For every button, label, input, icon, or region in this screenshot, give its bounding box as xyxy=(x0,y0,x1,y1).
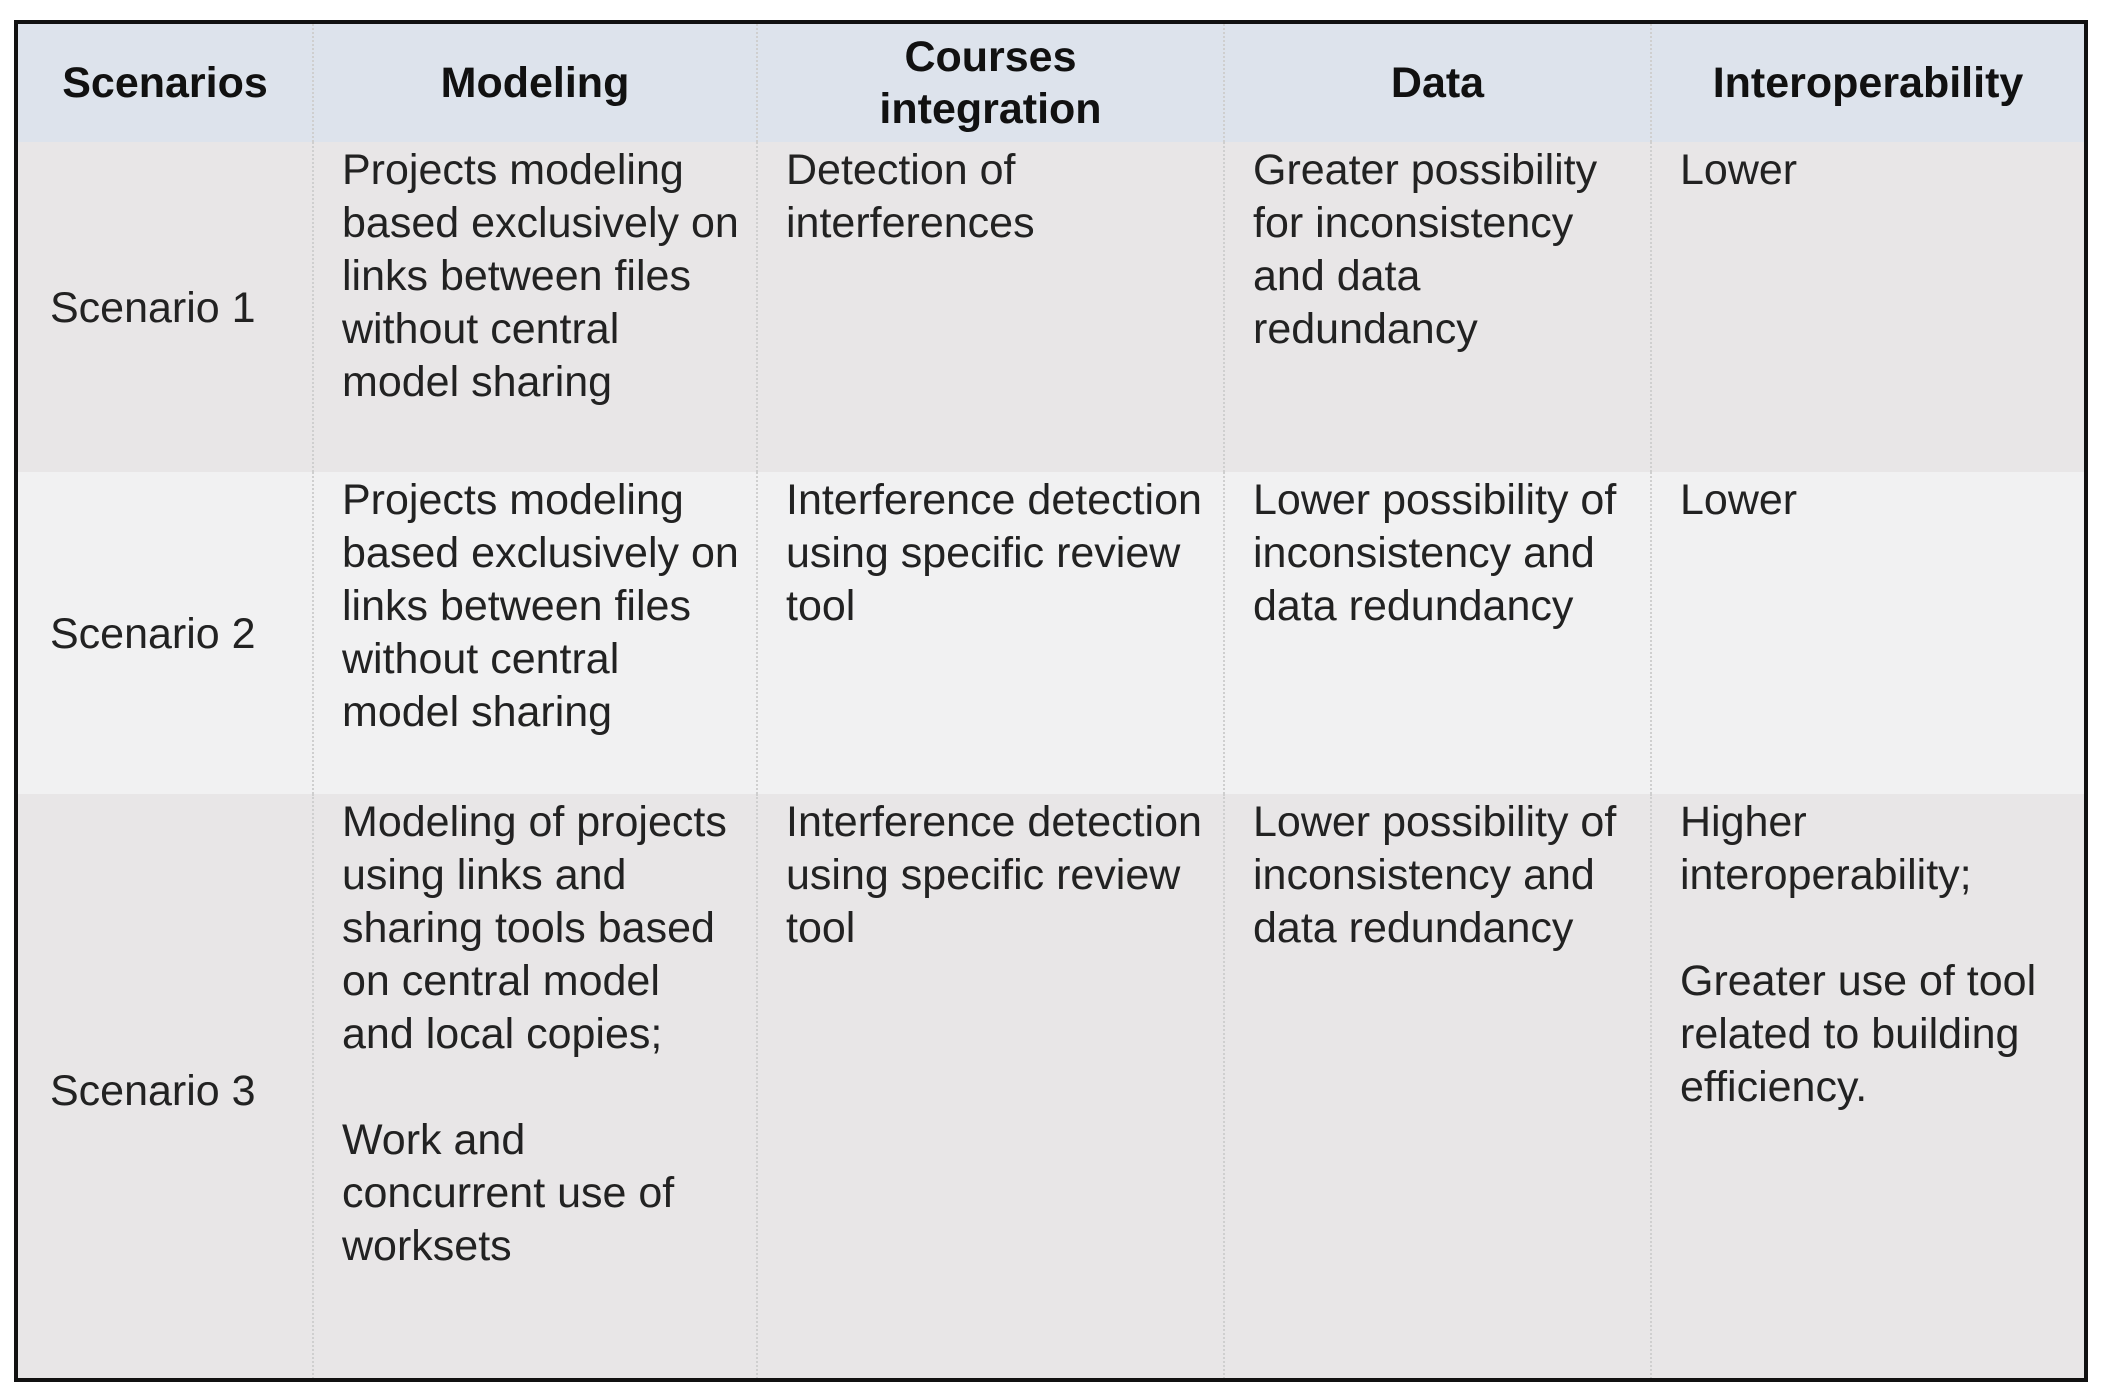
cell-text: Interference detection using specific review tool xyxy=(786,476,1202,630)
paragraph-gap xyxy=(342,1061,740,1114)
header-interoperability: Interoperability xyxy=(1651,24,2084,142)
cell-text: Interference detection using specific review tool xyxy=(786,798,1202,952)
header-row xyxy=(18,24,2084,142)
cell-text: Projects modeling based exclusively on links between files without central model sharing xyxy=(342,476,739,736)
cell-text: Higher interoperability; xyxy=(1680,798,1972,899)
header-scenarios: Scenarios xyxy=(18,24,313,142)
scenario-cell: Scenario 3 xyxy=(18,794,313,1382)
cell-text: Lower xyxy=(1680,476,1798,524)
scenario-cell: Scenario 1 xyxy=(18,142,313,472)
table-row xyxy=(18,794,2084,1382)
data-cell xyxy=(1224,472,1651,794)
table-row xyxy=(18,142,2084,472)
data-cell xyxy=(1224,142,1651,472)
header-modeling: Modeling xyxy=(313,24,757,142)
scenario-cell: Scenario 2 xyxy=(18,472,313,794)
cell-text: Projects modeling based exclusively on links between files without central model sharing xyxy=(342,146,739,406)
interoperability-cell xyxy=(1651,794,2084,1382)
cell-text: Detection of interferences xyxy=(786,146,1035,247)
cell-text: Lower possibility of inconsistency and data redundancy xyxy=(1253,798,1617,952)
table-row xyxy=(18,472,2084,794)
cell-text: Greater possibility for inconsistency and data redundancy xyxy=(1253,146,1598,353)
header-courses-integration: Courses integration xyxy=(757,24,1224,142)
cell-text: Modeling of projects using links and sharing tools based on central model and local copies; xyxy=(342,798,727,1058)
paragraph-gap xyxy=(1680,902,2068,955)
cell-text: Greater use of tool related to building efficiency. xyxy=(1680,957,2037,1111)
interoperability-cell xyxy=(1651,472,2084,794)
scenario-comparison-table xyxy=(14,20,2088,1382)
cell-text: Work and concurrent use of worksets xyxy=(342,1116,675,1270)
data-cell xyxy=(1224,794,1651,1382)
cell-text: Lower possibility of inconsistency and data redundancy xyxy=(1253,476,1617,630)
table xyxy=(18,24,2084,1382)
modeling-cell xyxy=(313,794,757,1382)
modeling-cell xyxy=(313,142,757,472)
interoperability-cell xyxy=(1651,142,2084,472)
header-data: Data xyxy=(1224,24,1651,142)
courses-integration-cell xyxy=(757,142,1224,472)
modeling-cell xyxy=(313,472,757,794)
cell-text: Lower xyxy=(1680,146,1798,194)
courses-integration-cell xyxy=(757,472,1224,794)
courses-integration-cell xyxy=(757,794,1224,1382)
